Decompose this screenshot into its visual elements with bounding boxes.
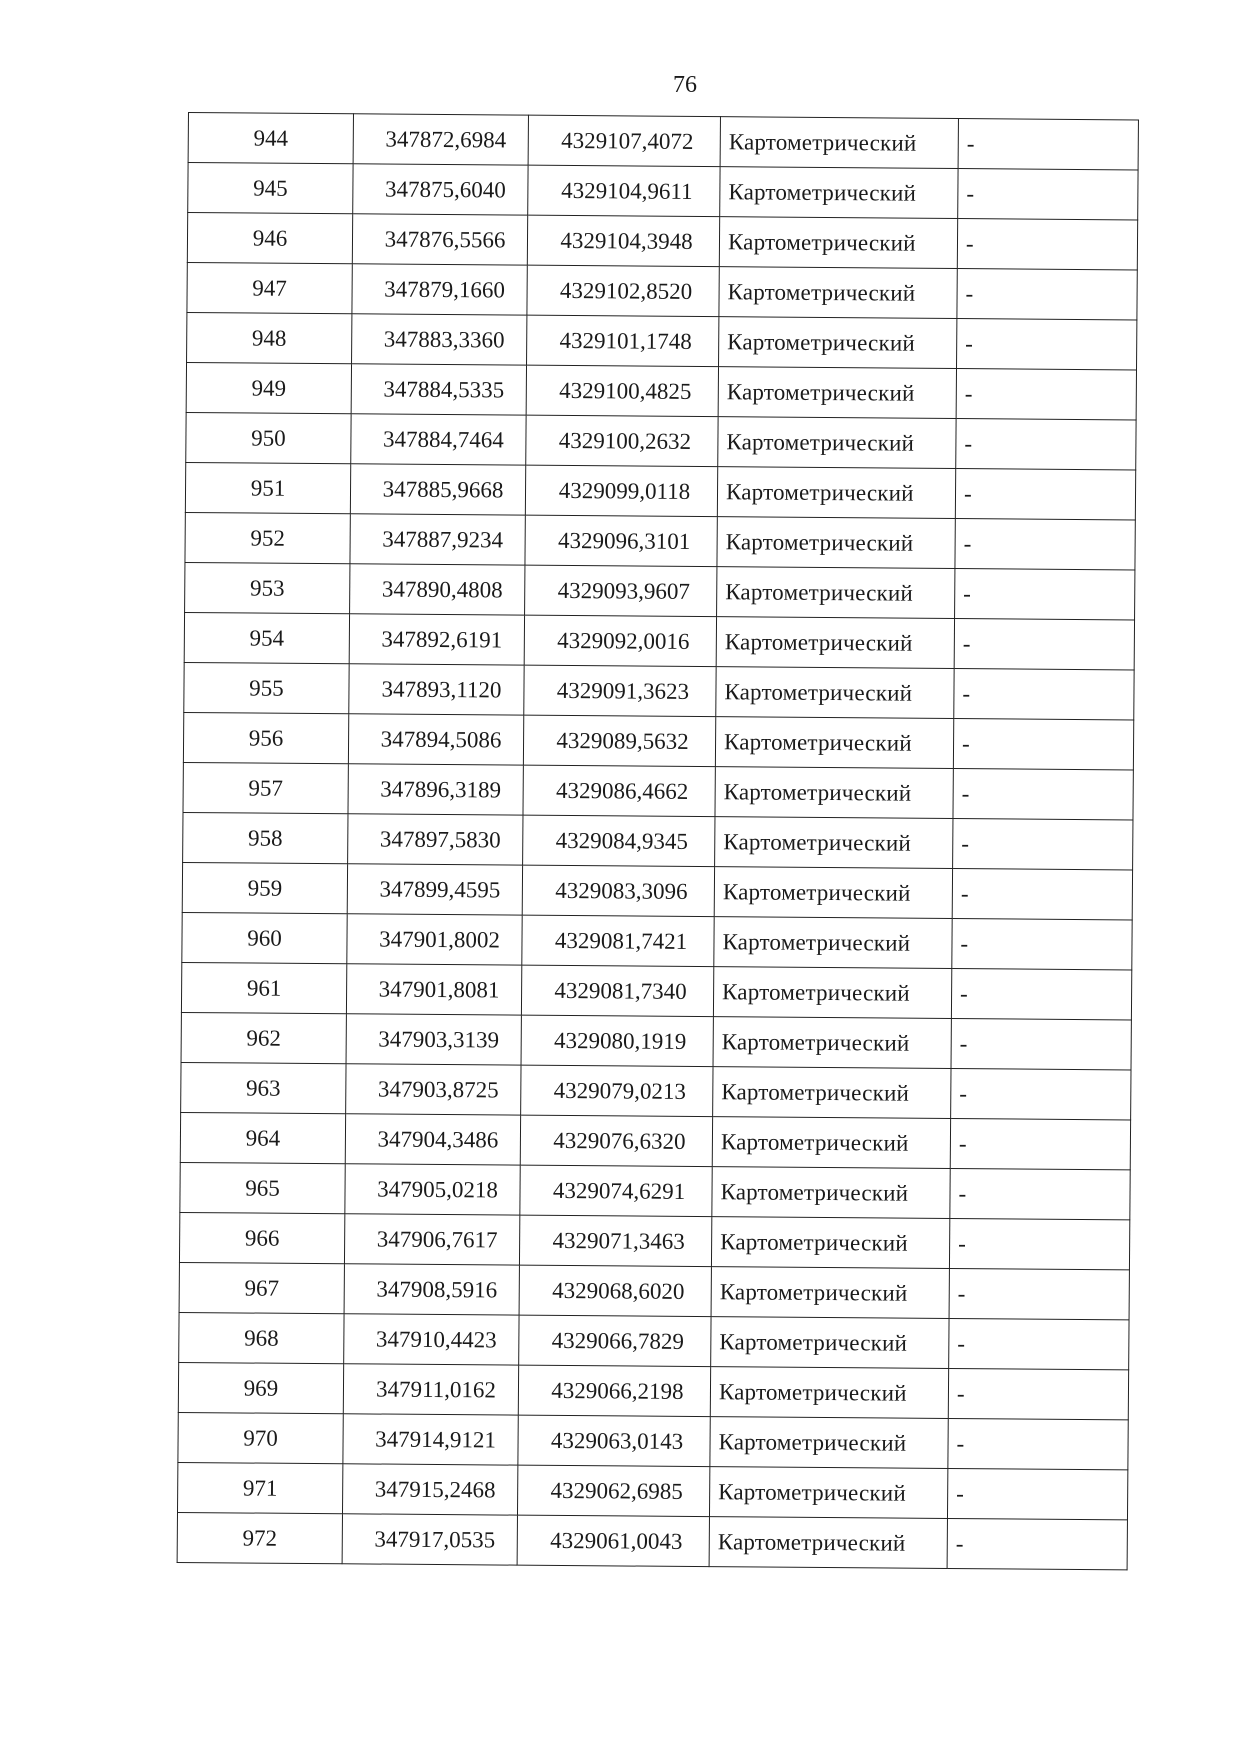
point-number-cell: 972	[177, 1512, 342, 1563]
method-cell: Картометрический	[717, 517, 955, 569]
method-cell: Картометрический	[715, 817, 953, 869]
y-coordinate-cell: 4329096,3101	[525, 515, 717, 567]
x-coordinate-cell: 347911,0162	[343, 1364, 518, 1415]
x-coordinate-cell: 347885,9668	[350, 464, 525, 515]
table-row	[184, 612, 1134, 669]
method-cell: Картометрический	[720, 167, 958, 219]
x-coordinate-cell: 347879,1660	[352, 264, 527, 315]
note-cell: -	[954, 669, 1134, 720]
page-number: 76	[673, 72, 697, 98]
point-number-cell: 944	[188, 113, 353, 164]
note-cell: -	[947, 1519, 1127, 1570]
table-row	[178, 1412, 1128, 1469]
note-cell: -	[949, 1319, 1129, 1370]
point-number-cell: 955	[184, 662, 349, 713]
table-row	[187, 213, 1137, 270]
note-cell: -	[948, 1369, 1128, 1420]
point-number-cell: 965	[180, 1162, 345, 1213]
point-number-cell: 947	[187, 262, 352, 313]
x-coordinate-cell: 347884,5335	[351, 364, 526, 415]
table-row	[178, 1362, 1128, 1419]
y-coordinate-cell: 4329101,1748	[527, 315, 719, 367]
note-cell: -	[950, 1169, 1130, 1220]
y-coordinate-cell: 4329099,0118	[525, 465, 717, 517]
table-row	[179, 1312, 1129, 1369]
point-number-cell: 945	[188, 163, 353, 214]
point-number-cell: 966	[179, 1212, 344, 1263]
x-coordinate-cell: 347917,0535	[342, 1514, 517, 1565]
method-cell: Картометрический	[709, 1517, 947, 1569]
note-cell: -	[952, 869, 1132, 920]
method-cell: Картометрический	[717, 467, 955, 519]
x-coordinate-cell: 347914,9121	[343, 1414, 518, 1465]
method-cell: Картометрический	[718, 417, 956, 469]
point-number-cell: 971	[178, 1462, 343, 1513]
x-coordinate-cell: 347894,5086	[348, 714, 523, 765]
note-cell: -	[955, 519, 1135, 570]
table-row	[187, 262, 1137, 319]
table-row	[182, 912, 1132, 969]
note-cell: -	[958, 169, 1138, 220]
note-cell: -	[950, 1119, 1130, 1170]
method-cell: Картометрический	[716, 667, 954, 719]
y-coordinate-cell: 4329093,9607	[525, 565, 717, 617]
point-number-cell: 961	[181, 962, 346, 1013]
y-coordinate-cell: 4329066,2198	[518, 1365, 710, 1417]
y-coordinate-cell: 4329089,5632	[523, 715, 715, 767]
point-number-cell: 969	[178, 1362, 343, 1413]
x-coordinate-cell: 347899,4595	[347, 864, 522, 915]
y-coordinate-cell: 4329080,1919	[521, 1015, 713, 1067]
note-cell: -	[954, 619, 1134, 670]
x-coordinate-cell: 347883,3360	[352, 314, 527, 365]
x-coordinate-cell: 347905,0218	[345, 1164, 520, 1215]
note-cell: -	[951, 969, 1131, 1020]
note-cell: -	[949, 1269, 1129, 1320]
method-cell: Картометрический	[715, 767, 953, 819]
x-coordinate-cell: 347893,1120	[349, 664, 524, 715]
note-cell: -	[957, 219, 1137, 270]
note-cell: -	[956, 369, 1136, 420]
point-number-cell: 970	[178, 1412, 343, 1463]
table-row	[187, 312, 1137, 369]
x-coordinate-cell: 347887,9234	[350, 514, 525, 565]
point-number-cell: 954	[184, 612, 349, 663]
table-row	[180, 1112, 1130, 1169]
x-coordinate-cell: 347903,8725	[346, 1064, 521, 1115]
note-cell: -	[947, 1469, 1127, 1520]
table-row	[188, 113, 1138, 170]
point-number-cell: 963	[181, 1062, 346, 1113]
table-row	[181, 962, 1131, 1019]
method-cell: Картометрический	[714, 867, 952, 919]
point-number-cell: 959	[182, 862, 347, 913]
method-cell: Картометрический	[716, 617, 954, 669]
method-cell: Картометрический	[711, 1317, 949, 1369]
point-number-cell: 950	[186, 412, 351, 463]
note-cell: -	[948, 1419, 1128, 1470]
table-row	[182, 862, 1132, 919]
x-coordinate-cell: 347910,4423	[344, 1314, 519, 1365]
y-coordinate-cell: 4329062,6985	[517, 1465, 709, 1517]
y-coordinate-cell: 4329066,7829	[519, 1315, 711, 1367]
point-number-cell: 958	[183, 812, 348, 863]
point-number-cell: 952	[185, 512, 350, 563]
note-cell: -	[953, 719, 1133, 770]
x-coordinate-cell: 347892,6191	[349, 614, 524, 665]
y-coordinate-cell: 4329100,4825	[526, 365, 718, 417]
method-cell: Картометрический	[714, 917, 952, 969]
x-coordinate-cell: 347884,7464	[351, 414, 526, 465]
table-row	[186, 362, 1136, 419]
table-row	[179, 1212, 1129, 1269]
method-cell: Картометрический	[711, 1267, 949, 1319]
note-cell: -	[953, 819, 1133, 870]
method-cell: Картометрический	[713, 1067, 951, 1119]
y-coordinate-cell: 4329061,0043	[517, 1515, 709, 1567]
y-coordinate-cell: 4329086,4662	[523, 765, 715, 817]
x-coordinate-cell: 347903,3139	[346, 1014, 521, 1065]
y-coordinate-cell: 4329102,8520	[527, 265, 719, 317]
table-row	[179, 1262, 1129, 1319]
x-coordinate-cell: 347901,8081	[346, 964, 521, 1015]
x-coordinate-cell: 347908,5916	[344, 1264, 519, 1315]
table-row	[178, 1462, 1128, 1519]
x-coordinate-cell: 347896,3189	[348, 764, 523, 815]
method-cell: Картометрический	[720, 117, 958, 169]
x-coordinate-cell: 347901,8002	[347, 914, 522, 965]
y-coordinate-cell: 4329107,4072	[528, 115, 720, 167]
note-cell: -	[956, 419, 1136, 470]
y-coordinate-cell: 4329100,2632	[526, 415, 718, 467]
x-coordinate-cell: 347875,6040	[353, 164, 528, 215]
y-coordinate-cell: 4329081,7340	[521, 965, 713, 1017]
y-coordinate-cell: 4329063,0143	[518, 1415, 710, 1467]
method-cell: Картометрический	[710, 1367, 948, 1419]
table-row	[186, 412, 1136, 469]
method-cell: Картометрический	[709, 1467, 947, 1519]
method-cell: Картометрический	[710, 1417, 948, 1469]
method-cell: Картометрический	[719, 267, 957, 319]
method-cell: Картометрический	[718, 367, 956, 419]
table-row	[181, 1012, 1131, 1069]
y-coordinate-cell: 4329104,9611	[528, 165, 720, 217]
note-cell: -	[957, 319, 1137, 370]
y-coordinate-cell: 4329071,3463	[519, 1215, 711, 1267]
point-number-cell: 968	[179, 1312, 344, 1363]
method-cell: Картометрический	[712, 1117, 950, 1169]
y-coordinate-cell: 4329083,3096	[522, 865, 714, 917]
x-coordinate-cell: 347904,3486	[345, 1114, 520, 1165]
y-coordinate-cell: 4329068,6020	[519, 1265, 711, 1317]
method-cell: Картометрический	[719, 317, 957, 369]
table-row	[184, 662, 1134, 719]
point-number-cell: 948	[187, 312, 352, 363]
note-cell: -	[952, 919, 1132, 970]
y-coordinate-cell: 4329092,0016	[524, 615, 716, 667]
table-row	[180, 1162, 1130, 1219]
table-row	[188, 163, 1138, 220]
method-cell: Картометрический	[713, 1017, 951, 1069]
table-row	[185, 562, 1135, 619]
y-coordinate-cell: 4329074,6291	[520, 1165, 712, 1217]
x-coordinate-cell: 347876,5566	[352, 214, 527, 265]
table-row	[183, 762, 1133, 819]
coordinates-table-body	[177, 113, 1138, 1570]
method-cell: Картометрический	[713, 967, 951, 1019]
method-cell: Картометрический	[711, 1217, 949, 1269]
note-cell: -	[958, 119, 1138, 170]
y-coordinate-cell: 4329104,3948	[527, 215, 719, 267]
method-cell: Картометрический	[719, 217, 957, 269]
point-number-cell: 951	[185, 462, 350, 513]
x-coordinate-cell: 347890,4808	[350, 564, 525, 615]
coordinates-table	[177, 112, 1139, 1570]
point-number-cell: 957	[183, 762, 348, 813]
method-cell: Картометрический	[715, 717, 953, 769]
point-number-cell: 953	[185, 562, 350, 613]
table-row	[177, 1512, 1127, 1569]
y-coordinate-cell: 4329076,6320	[520, 1115, 712, 1167]
x-coordinate-cell: 347897,5830	[348, 814, 523, 865]
point-number-cell: 960	[182, 912, 347, 963]
table-row	[185, 512, 1135, 569]
y-coordinate-cell: 4329081,7421	[522, 915, 714, 967]
note-cell: -	[953, 769, 1133, 820]
note-cell: -	[955, 569, 1135, 620]
x-coordinate-cell: 347872,6984	[353, 114, 528, 165]
y-coordinate-cell: 4329091,3623	[524, 665, 716, 717]
table-row	[183, 812, 1133, 869]
point-number-cell: 949	[186, 362, 351, 413]
point-number-cell: 964	[180, 1112, 345, 1163]
point-number-cell: 956	[183, 712, 348, 763]
note-cell: -	[955, 469, 1135, 520]
table-row	[181, 1062, 1131, 1119]
point-number-cell: 967	[179, 1262, 344, 1313]
note-cell: -	[951, 1069, 1131, 1120]
x-coordinate-cell: 347906,7617	[344, 1214, 519, 1265]
y-coordinate-cell: 4329084,9345	[523, 815, 715, 867]
table-row	[185, 462, 1135, 519]
y-coordinate-cell: 4329079,0213	[521, 1065, 713, 1117]
note-cell: -	[957, 269, 1137, 320]
note-cell: -	[951, 1019, 1131, 1070]
method-cell: Картометрический	[717, 567, 955, 619]
table-row	[183, 712, 1133, 769]
point-number-cell: 946	[187, 213, 352, 264]
note-cell: -	[949, 1219, 1129, 1270]
method-cell: Картометрический	[712, 1167, 950, 1219]
x-coordinate-cell: 347915,2468	[342, 1464, 517, 1515]
point-number-cell: 962	[181, 1012, 346, 1063]
